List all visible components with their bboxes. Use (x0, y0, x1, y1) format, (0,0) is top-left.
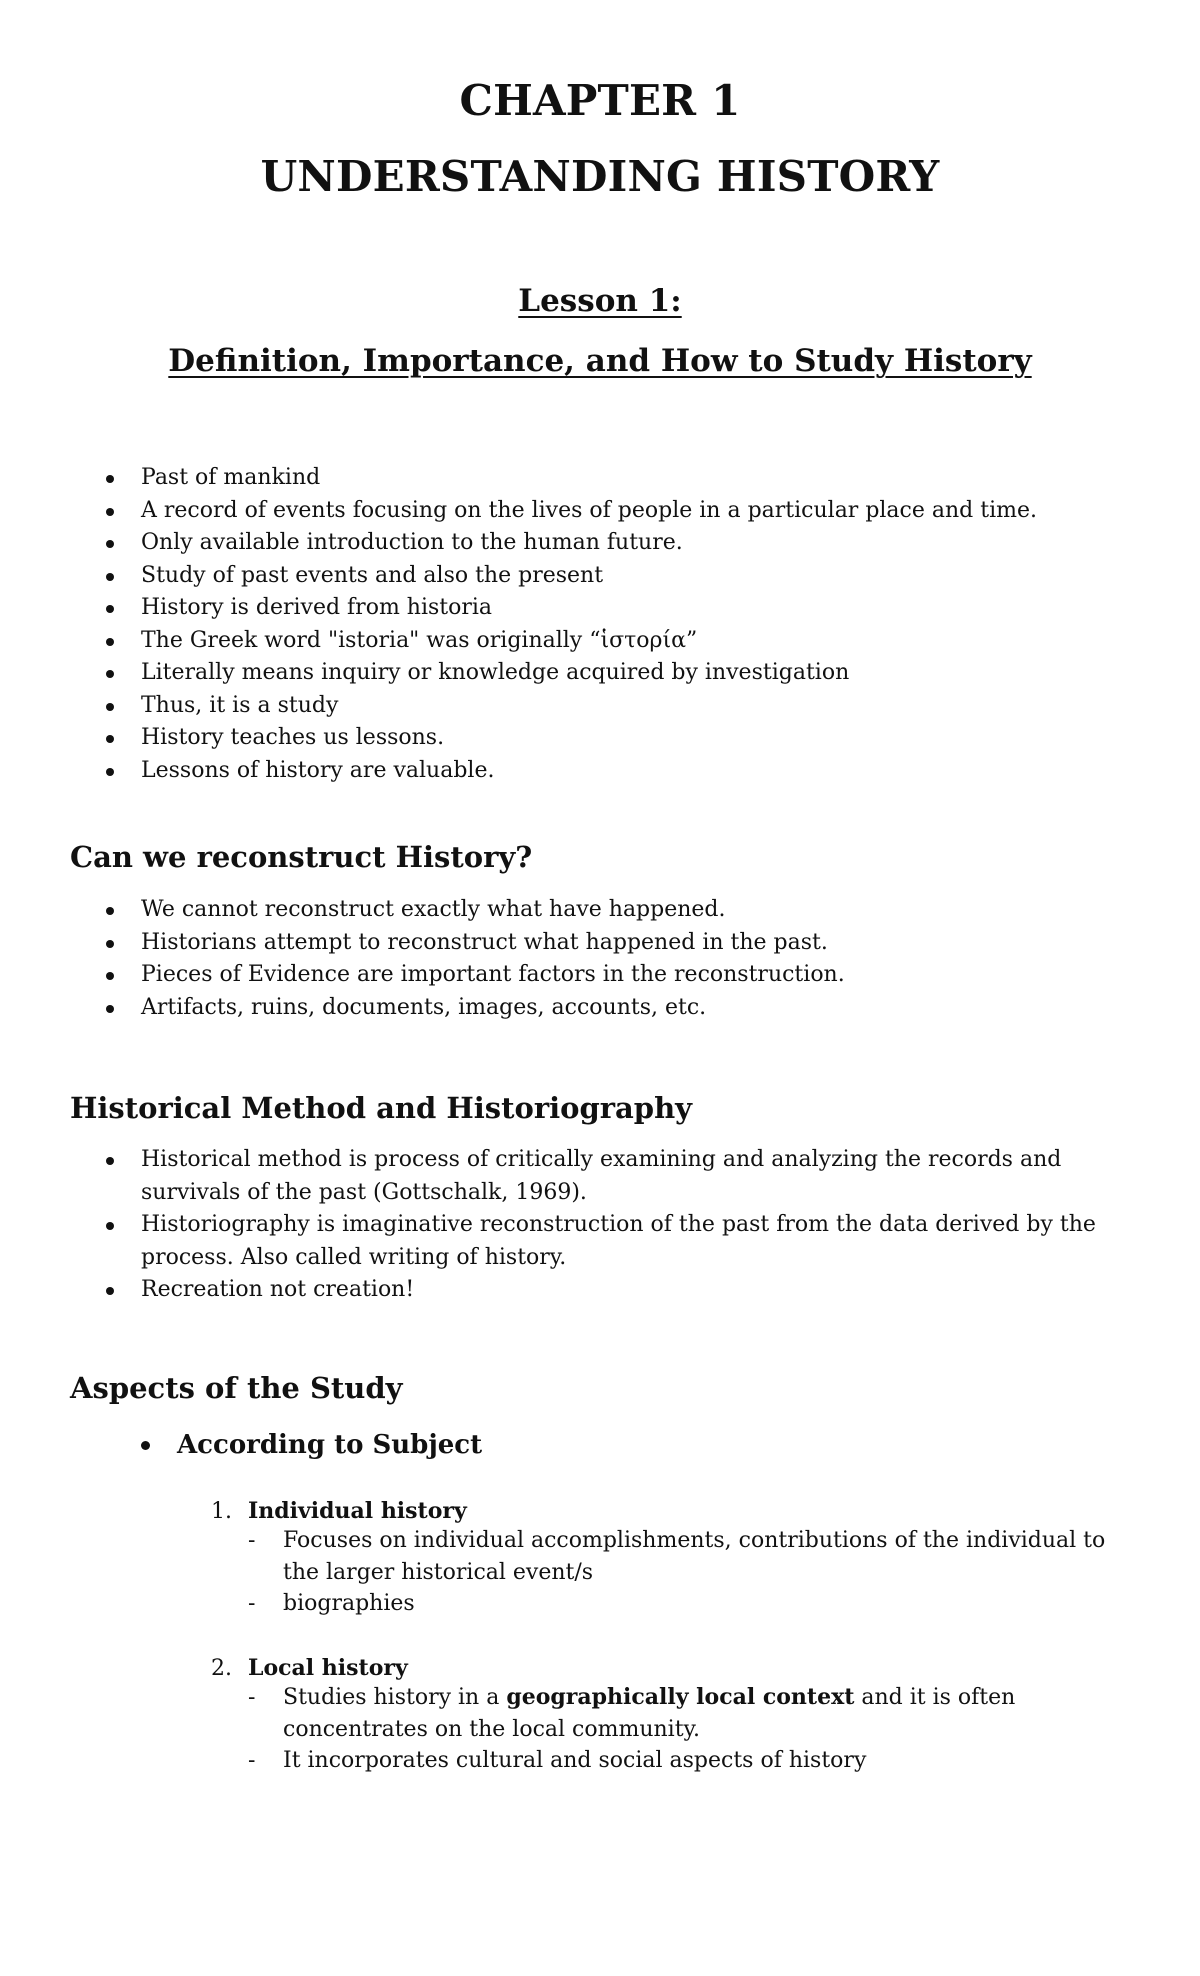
list-item-text: History is derived from historia (141, 595, 493, 620)
list-item-text: Focuses on individual accomplishments, contributions of the individual to the larger historical event/s (283, 1528, 1106, 1585)
reconstruct-bullet-list (0, 894, 1200, 1024)
bullet-icon (106, 1222, 114, 1230)
list-item-text: Artifacts, ruins, documents, images, accounts, etc. (141, 994, 707, 1020)
list-item-text: Pieces of Evidence are important factors in the reconstruction. (141, 962, 845, 987)
bullet-icon (106, 768, 114, 776)
aspects-subheading (141, 1432, 482, 1458)
list-item-text: The Greek word "istoria" was originally “ἱστορία” (141, 627, 698, 653)
chapter-number: CHAPTER 1 (459, 76, 741, 125)
bullet-icon (141, 1441, 150, 1450)
list-item (0, 560, 1200, 593)
method-bullet-list (0, 1144, 1200, 1307)
list-item (0, 495, 1200, 528)
lesson-label: Lesson 1: (518, 283, 682, 319)
list-item (0, 592, 1200, 625)
list-item (0, 1745, 1200, 1777)
list-item-text: Literally means inquiry or knowledge acquired by investigation (141, 660, 850, 685)
list-item (0, 1274, 1200, 1307)
dash-icon: - (248, 1528, 256, 1553)
list-item-text: Only available introduction to the human future. (141, 530, 683, 555)
list-item-text: Lessons of history are valuable. (141, 757, 495, 783)
bullet-icon (106, 573, 114, 581)
list-item (0, 755, 1200, 788)
list-item-text: Thus, it is a study (141, 692, 339, 718)
list-item (0, 690, 1200, 723)
bullet-icon (106, 703, 114, 711)
list-item (0, 1588, 1200, 1620)
dash-icon: - (248, 1591, 256, 1616)
list-item-text: Study of past events and also the present (141, 562, 604, 588)
bullet-icon (106, 475, 114, 483)
bullet-icon (106, 972, 114, 980)
list-item (0, 927, 1200, 960)
dash-icon: - (248, 1748, 256, 1773)
list-item (0, 722, 1200, 755)
bullet-icon (106, 638, 114, 646)
bullet-icon (106, 907, 114, 915)
numbered-item-individual (211, 1500, 467, 1523)
list-item-text: History teaches us lessons. (141, 725, 445, 750)
list-item-text: It incorporates cultural and social aspects of history (283, 1748, 867, 1773)
list-item-text: Historiography is imaginative reconstruction of the past from the data derived by the process. Also called writing of history. (141, 1212, 1096, 1270)
emphasis-text: geographically local context (506, 1684, 855, 1710)
list-item-text: Historians attempt to reconstruct what happened in the past. (141, 929, 828, 955)
lesson-title: Definition, Importance, and How to Study History (168, 343, 1032, 379)
intro-bullet-list (0, 462, 1200, 787)
local-history-points (0, 1682, 1200, 1777)
list-item (0, 527, 1200, 560)
bullet-icon (106, 670, 114, 678)
section-heading-reconstruct: Can we reconstruct History? (70, 840, 533, 874)
item-number: 2. (211, 1656, 232, 1681)
bullet-icon (106, 1005, 114, 1013)
list-item (0, 1209, 1200, 1274)
item-number: 1. (211, 1499, 232, 1524)
list-item-text-end: and it is often concentrates on the local community. (283, 1685, 1016, 1742)
bullet-icon (106, 940, 114, 948)
numbered-item-local (211, 1657, 408, 1680)
individual-history-points (0, 1525, 1200, 1620)
bullet-icon (106, 508, 114, 516)
list-item (0, 657, 1200, 690)
chapter-title: UNDERSTANDING HISTORY (260, 152, 940, 201)
list-item (0, 625, 1200, 658)
list-item-text: A record of events focusing on the lives of people in a particular place and time. (141, 497, 1037, 523)
bullet-icon (106, 735, 114, 743)
list-item (0, 462, 1200, 495)
bullet-icon (106, 540, 114, 548)
bullet-icon (106, 605, 114, 613)
item-title: Individual history (248, 1498, 467, 1524)
list-item-text: Past of mankind (141, 465, 321, 490)
list-item-text: We cannot reconstruct exactly what have happened. (141, 897, 726, 922)
dash-icon: - (248, 1685, 256, 1710)
list-item-text-start: Studies history in a (283, 1685, 507, 1710)
list-item-text: Recreation not creation! (141, 1277, 415, 1302)
list-item (0, 992, 1200, 1025)
list-item (0, 959, 1200, 992)
section-heading-aspects: Aspects of the Study (70, 1371, 403, 1405)
bullet-icon (106, 1157, 114, 1165)
section-heading-method: Historical Method and Historiography (70, 1091, 693, 1125)
aspects-subheading-label: According to Subject (177, 1430, 483, 1460)
list-item (0, 894, 1200, 927)
item-title: Local history (248, 1655, 408, 1681)
bullet-icon (106, 1287, 114, 1295)
list-item (0, 1525, 1200, 1588)
list-item-text: Historical method is process of critically examining and analyzing the records and survivals of the past (Gottschalk, 1969). (141, 1147, 1062, 1205)
list-item (0, 1682, 1200, 1745)
list-item (0, 1144, 1200, 1209)
list-item-text: biographies (283, 1591, 415, 1616)
